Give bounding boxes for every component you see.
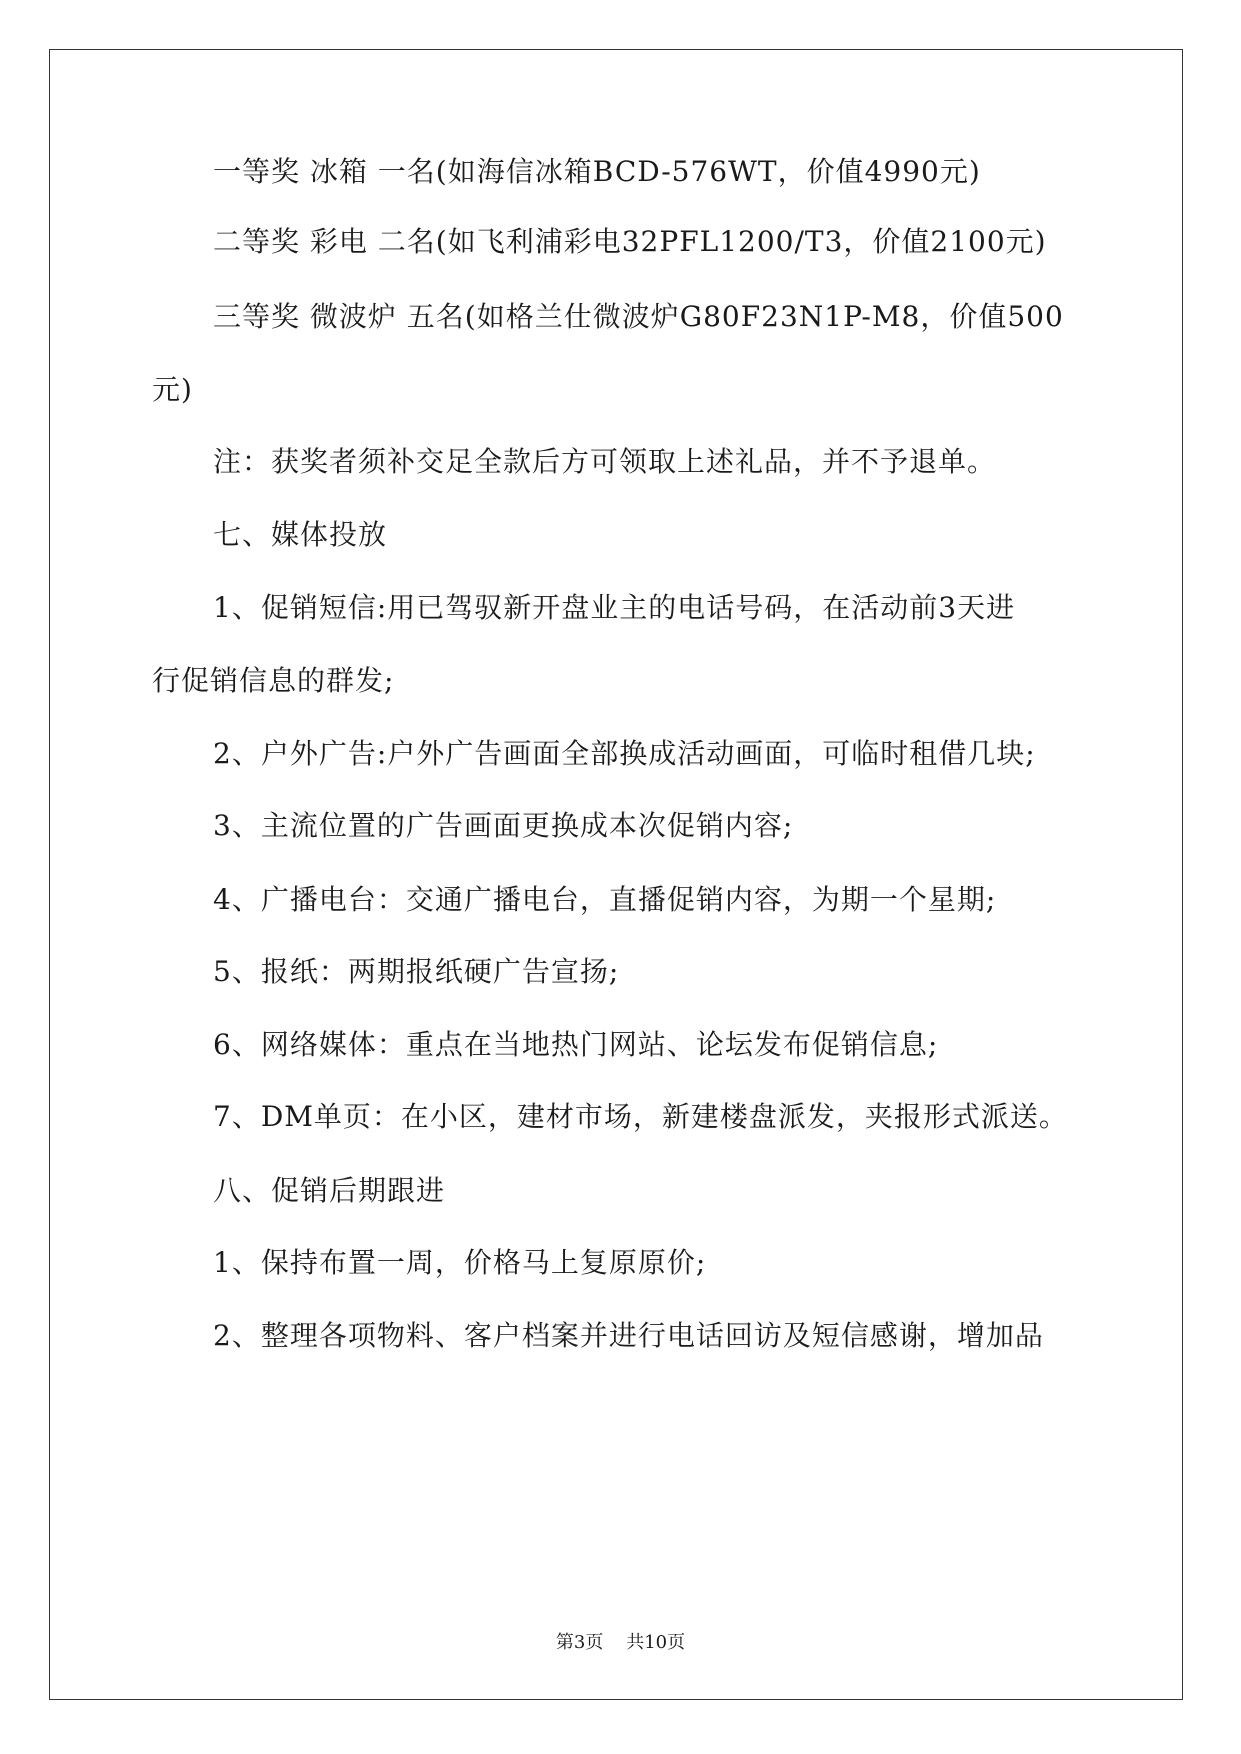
text-line: 4、广播电台：交通广播电台，直播促销内容，为期一个星期;: [213, 883, 997, 916]
text-line: 1、促销短信:用已驾驭新开盘业主的电话号码，在活动前3天进: [213, 591, 1016, 624]
text-line: 注：获奖者须补交足全款后方可领取上述礼品，并不予退单。: [213, 445, 997, 478]
section-heading: 七、媒体投放: [213, 518, 388, 551]
text-line: 元): [152, 373, 193, 406]
text-line: 2、户外广告:户外广告画面全部换成活动画面，可临时租借几块;: [213, 737, 1036, 770]
text-line: 3、主流位置的广告画面更换成本次促销内容;: [213, 809, 794, 842]
text-line: 一等奖 冰箱 一名(如海信冰箱BCD-576WT，价值4990元): [213, 155, 981, 188]
section-heading: 八、促销后期跟进: [213, 1174, 446, 1207]
text-line: 2、整理各项物料、客户档案并进行电话回访及短信感谢，增加品: [213, 1319, 1044, 1352]
text-line: 6、网络媒体：重点在当地热门网站、论坛发布促销信息;: [213, 1028, 939, 1061]
page-number-footer: 第3页 共10页: [555, 1632, 686, 1653]
text-line: 1、保持布置一周，价格马上复原原价;: [213, 1246, 707, 1279]
text-line: 行促销信息的群发;: [152, 664, 395, 697]
text-line: 5、报纸：两期报纸硬广告宣扬;: [213, 955, 620, 988]
text-line: 二等奖 彩电 二名(如飞利浦彩电32PFL1200/T3，价值2100元): [213, 225, 1047, 258]
text-line: 三等奖 微波炉 五名(如格兰仕微波炉G80F23N1P-M8，价值500: [213, 300, 1064, 333]
text-line: 7、DM单页：在小区，建材市场，新建楼盘派发，夹报形式派送。: [213, 1100, 1068, 1133]
